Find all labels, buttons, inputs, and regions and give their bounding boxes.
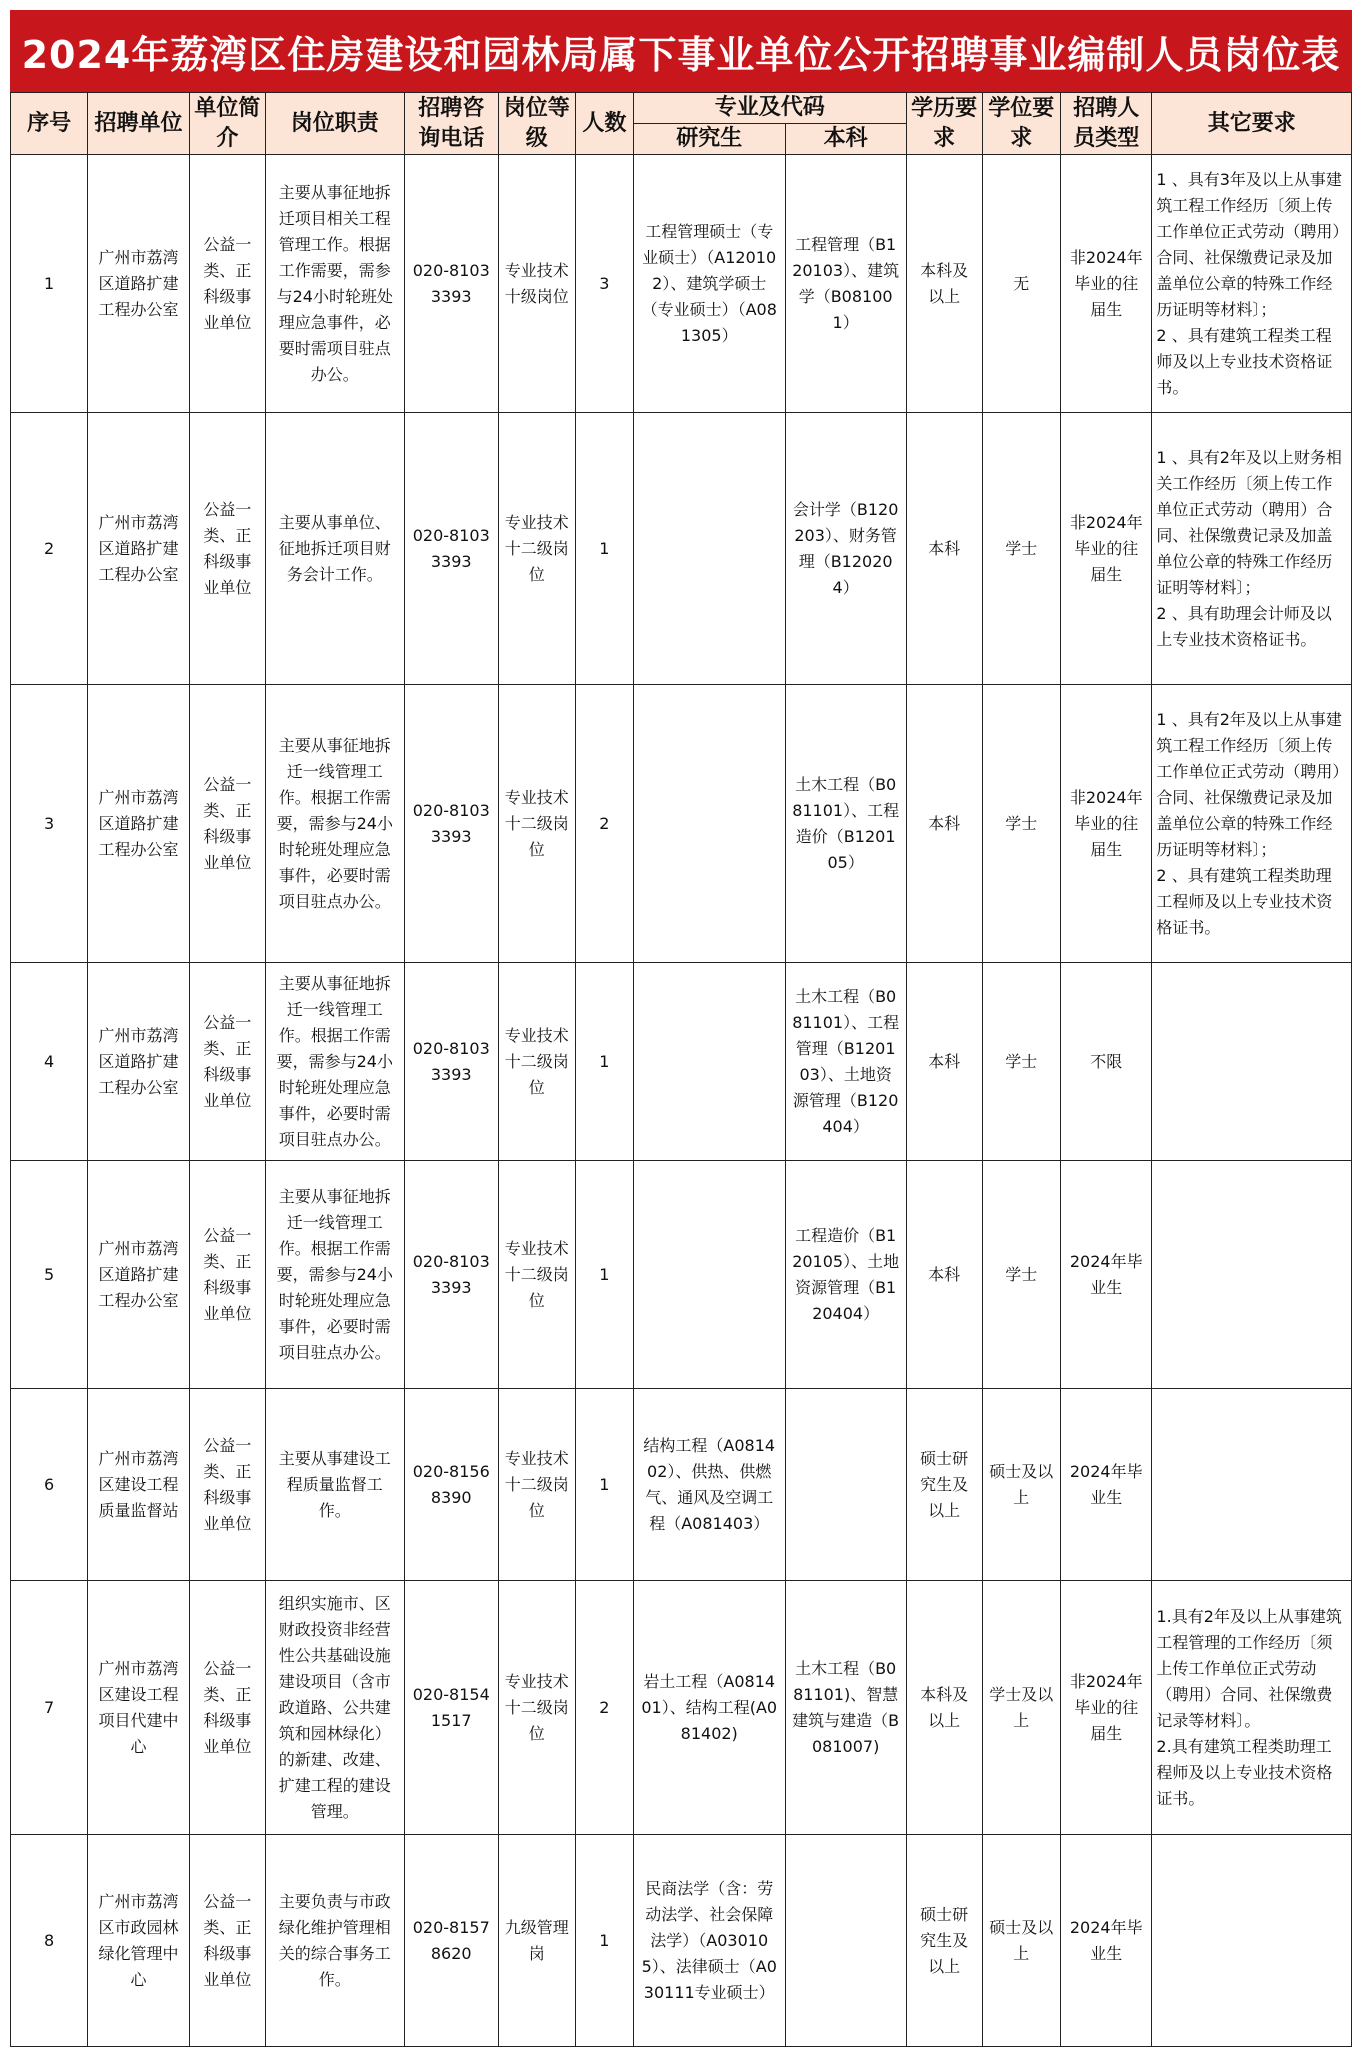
cell-undergrad-major: 工程管理（B120103）、建筑学（B081001）: [785, 155, 906, 413]
cell-edu: 本科及以上: [906, 1581, 982, 1835]
cell-seq: 8: [11, 1835, 88, 2047]
cell-level: 专业技术十二级岗位: [498, 1389, 575, 1581]
cell-count: 1: [575, 1389, 633, 1581]
cell-type: 非2024年毕业的往届生: [1061, 685, 1152, 963]
header-other: 其它要求: [1152, 93, 1352, 155]
cell-degree: 学士及以上: [982, 1581, 1061, 1835]
cell-type: 非2024年毕业的往届生: [1061, 1581, 1152, 1835]
cell-unit: 广州市荔湾区道路扩建工程办公室: [88, 155, 190, 413]
cell-count: 1: [575, 1161, 633, 1389]
cell-duty: 主要从事征地拆迁一线管理工作。根据工作需要，需参与24小时轮班处理应急事件，必要时需项目驻点办公。: [265, 1161, 404, 1389]
cell-level: 专业技术十级岗位: [498, 155, 575, 413]
cell-profile: 公益一类、正科级事业单位: [189, 413, 265, 685]
cell-type: 非2024年毕业的往届生: [1061, 155, 1152, 413]
cell-type: 不限: [1061, 963, 1152, 1161]
cell-unit: 广州市荔湾区市政园林绿化管理中心: [88, 1835, 190, 2047]
cell-unit: 广州市荔湾区建设工程项目代建中心: [88, 1581, 190, 1835]
cell-level: 专业技术十二级岗位: [498, 413, 575, 685]
table-row: [11, 1161, 1352, 1389]
cell-grad-major: [633, 685, 785, 963]
header-unit: 招聘单位: [88, 93, 190, 155]
cell-count: 2: [575, 685, 633, 963]
cell-phone: 020-81033393: [404, 685, 498, 963]
header-level: 岗位等级: [498, 93, 575, 155]
cell-count: 3: [575, 155, 633, 413]
cell-phone: 020-81033393: [404, 1161, 498, 1389]
cell-other: 1 、具有2年及以上从事建筑工程工作经历〔须上传工作单位正式劳动（聘用）合同、社保缴费记录及加盖单位公章的特殊工作经历证明等材料〕； 2 、具有建筑工程类助理工程师及以上专业技术资格证书。: [1152, 685, 1352, 963]
cell-seq: 5: [11, 1161, 88, 1389]
cell-seq: 3: [11, 685, 88, 963]
table-row: [11, 1389, 1352, 1581]
header-seq: 序号: [11, 93, 88, 155]
header-profile: 单位简介: [189, 93, 265, 155]
cell-profile: 公益一类、正科级事业单位: [189, 155, 265, 413]
cell-phone: 020-81033393: [404, 413, 498, 685]
cell-seq: 4: [11, 963, 88, 1161]
cell-edu: 本科及以上: [906, 155, 982, 413]
cell-unit: 广州市荔湾区道路扩建工程办公室: [88, 1161, 190, 1389]
cell-edu: 本科: [906, 1161, 982, 1389]
cell-other: [1152, 1161, 1352, 1389]
table-row: [11, 1581, 1352, 1835]
cell-phone: 020-81541517: [404, 1581, 498, 1835]
cell-duty: 组织实施市、区财政投资非经营性公共基础设施建设项目（含市政道路、公共建筑和园林绿化）的新建、改建、扩建工程的建设管理。: [265, 1581, 404, 1835]
cell-type: 2024年毕业生: [1061, 1835, 1152, 2047]
cell-count: 1: [575, 413, 633, 685]
cell-unit: 广州市荔湾区道路扩建工程办公室: [88, 413, 190, 685]
header-degree: 学位要求: [982, 93, 1061, 155]
cell-phone: 020-81578620: [404, 1835, 498, 2047]
table-title: 2024年荔湾区住房建设和园林局属下事业单位公开招聘事业编制人员岗位表: [10, 10, 1352, 92]
cell-profile: 公益一类、正科级事业单位: [189, 1161, 265, 1389]
cell-degree: 学士: [982, 1161, 1061, 1389]
cell-duty: 主要从事征地拆迁一线管理工作。根据工作需要，需参与24小时轮班处理应急事件，必要时需项目驻点办公。: [265, 685, 404, 963]
cell-undergrad-major: 土木工程（B081101）、工程造价（B120105）: [785, 685, 906, 963]
header-major: 专业及代码: [633, 93, 906, 124]
cell-edu: 硕士研究生及以上: [906, 1389, 982, 1581]
cell-undergrad-major: [785, 1835, 906, 2047]
cell-duty: 主要从事建设工程质量监督工作。: [265, 1389, 404, 1581]
cell-count: 2: [575, 1581, 633, 1835]
cell-seq: 7: [11, 1581, 88, 1835]
cell-profile: 公益一类、正科级事业单位: [189, 963, 265, 1161]
cell-count: 1: [575, 963, 633, 1161]
cell-unit: 广州市荔湾区道路扩建工程办公室: [88, 685, 190, 963]
cell-edu: 硕士研究生及以上: [906, 1835, 982, 2047]
table-row: [11, 963, 1352, 1161]
cell-grad-major: [633, 963, 785, 1161]
header-edu: 学历要求: [906, 93, 982, 155]
cell-degree: 学士: [982, 413, 1061, 685]
header-type: 招聘人员类型: [1061, 93, 1152, 155]
cell-duty: 主要从事单位、征地拆迁项目财务会计工作。: [265, 413, 404, 685]
cell-type: 非2024年毕业的往届生: [1061, 413, 1152, 685]
cell-profile: 公益一类、正科级事业单位: [189, 685, 265, 963]
header-undergrad: 本科: [785, 124, 906, 155]
cell-undergrad-major: [785, 1389, 906, 1581]
cell-degree: 无: [982, 155, 1061, 413]
cell-edu: 本科: [906, 963, 982, 1161]
cell-seq: 6: [11, 1389, 88, 1581]
header-grad: 研究生: [633, 124, 785, 155]
cell-other: 1 、具有3年及以上从事建筑工程工作经历〔须上传工作单位正式劳动（聘用）合同、社保缴费记录及加盖单位公章的特殊工作经历证明等材料〕； 2 、具有建筑工程类工程师及以上专业技术资格证书。: [1152, 155, 1352, 413]
cell-level: 专业技术十二级岗位: [498, 685, 575, 963]
cell-degree: 学士: [982, 963, 1061, 1161]
cell-degree: 硕士及以上: [982, 1835, 1061, 2047]
cell-duty: 主要从事征地拆迁项目相关工程管理工作。根据工作需要，需参与24小时轮班处理应急事件，必要时需项目驻点办公。: [265, 155, 404, 413]
cell-count: 1: [575, 1835, 633, 2047]
cell-seq: 1: [11, 155, 88, 413]
cell-edu: 本科: [906, 413, 982, 685]
cell-profile: 公益一类、正科级事业单位: [189, 1389, 265, 1581]
cell-undergrad-major: 会计学（B120203）、财务管理（B120204）: [785, 413, 906, 685]
cell-degree: 硕士及以上: [982, 1389, 1061, 1581]
cell-grad-major: 岩土工程（A081401）、结构工程(A081402): [633, 1581, 785, 1835]
cell-phone: 020-81033393: [404, 963, 498, 1161]
cell-seq: 2: [11, 413, 88, 685]
cell-other: [1152, 963, 1352, 1161]
cell-duty: 主要从事征地拆迁一线管理工作。根据工作需要，需参与24小时轮班处理应急事件，必要时需项目驻点办公。: [265, 963, 404, 1161]
cell-duty: 主要负责与市政绿化维护管理相关的综合事务工作。: [265, 1835, 404, 2047]
cell-undergrad-major: 土木工程（B081101）、工程管理（B120103）、土地资源管理（B120404）: [785, 963, 906, 1161]
cell-profile: 公益一类、正科级事业单位: [189, 1835, 265, 2047]
cell-grad-major: 民商法学（含：劳动法学、社会保障法学）（A030105）、法律硕士（A030111专业硕士）: [633, 1835, 785, 2047]
cell-level: 九级管理岗: [498, 1835, 575, 2047]
cell-level: 专业技术十二级岗位: [498, 1581, 575, 1835]
cell-phone: 020-81033393: [404, 155, 498, 413]
cell-other: [1152, 1835, 1352, 2047]
cell-type: 2024年毕业生: [1061, 1161, 1152, 1389]
table-row: [11, 413, 1352, 685]
cell-phone: 020-81568390: [404, 1389, 498, 1581]
cell-grad-major: [633, 1161, 785, 1389]
cell-other: [1152, 1389, 1352, 1581]
table-row: [11, 155, 1352, 413]
cell-other: 1.具有2年及以上从事建筑工程管理的工作经历〔须上传工作单位正式劳动（聘用）合同、社保缴费记录等材料〕。 2.具有建筑工程类助理工程师及以上专业技术资格证书。: [1152, 1581, 1352, 1835]
cell-level: 专业技术十二级岗位: [498, 963, 575, 1161]
header-duty: 岗位职责: [265, 93, 404, 155]
cell-grad-major: 结构工程（A081402）、供热、供燃气、通风及空调工程（A081403）: [633, 1389, 785, 1581]
cell-undergrad-major: 工程造价（B120105）、土地资源管理（B120404）: [785, 1161, 906, 1389]
position-table: [10, 92, 1352, 2047]
cell-grad-major: [633, 413, 785, 685]
cell-profile: 公益一类、正科级事业单位: [189, 1581, 265, 1835]
cell-edu: 本科: [906, 685, 982, 963]
header-count: 人数: [575, 93, 633, 155]
cell-degree: 学士: [982, 685, 1061, 963]
table-row: [11, 1835, 1352, 2047]
cell-unit: 广州市荔湾区道路扩建工程办公室: [88, 963, 190, 1161]
cell-unit: 广州市荔湾区建设工程质量监督站: [88, 1389, 190, 1581]
cell-type: 2024年毕业生: [1061, 1389, 1152, 1581]
cell-level: 专业技术十二级岗位: [498, 1161, 575, 1389]
header-phone: 招聘咨询电话: [404, 93, 498, 155]
table-row: [11, 685, 1352, 963]
cell-grad-major: 工程管理硕士（专业硕士）（A120102）、建筑学硕士（专业硕士）（A081305）: [633, 155, 785, 413]
cell-other: 1 、具有2年及以上财务相关工作经历〔须上传工作单位正式劳动（聘用）合同、社保缴费记录及加盖单位公章的特殊工作经历证明等材料〕； 2 、具有助理会计师及以上专业技术资格证书。: [1152, 413, 1352, 685]
cell-undergrad-major: 土木工程（B081101)、智慧建筑与建造（B081007): [785, 1581, 906, 1835]
